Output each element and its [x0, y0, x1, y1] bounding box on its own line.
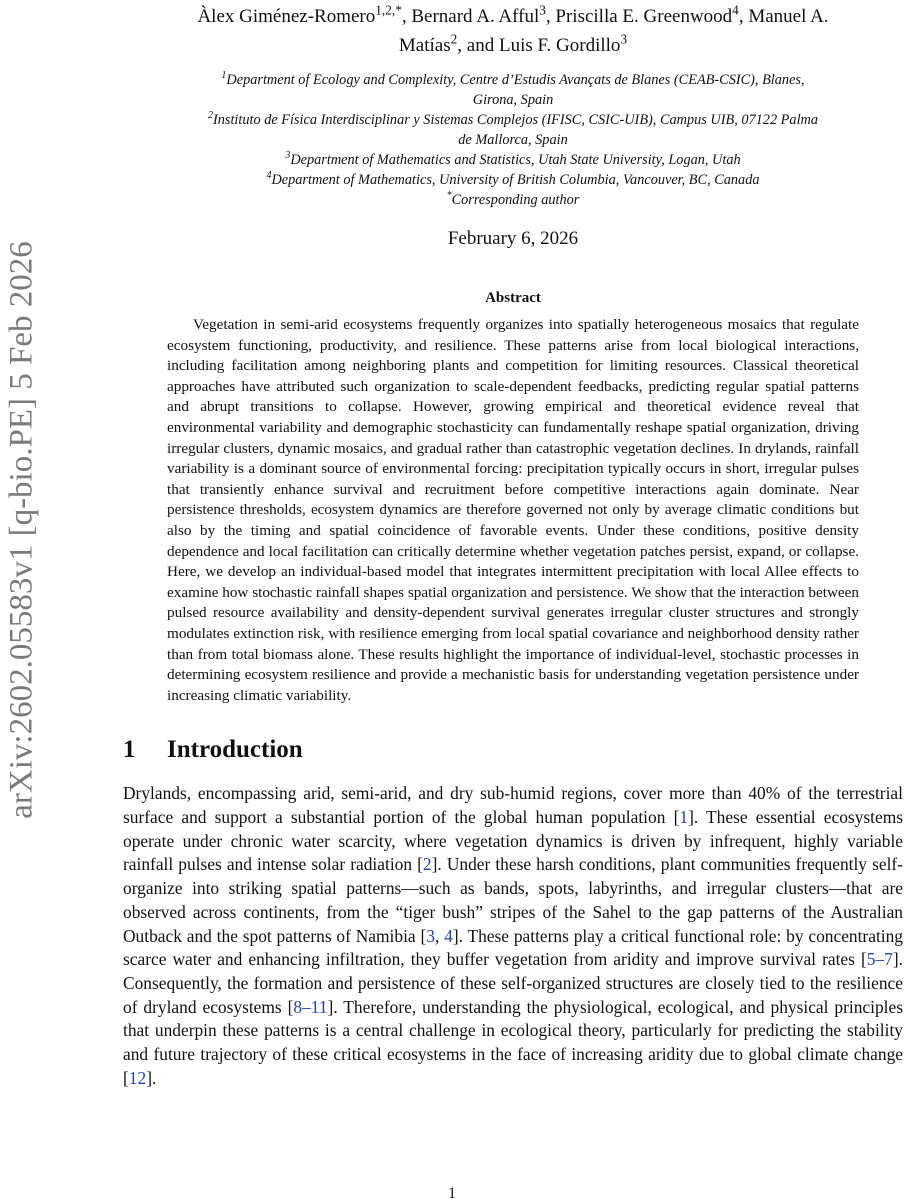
author-affil-mark: 4 [732, 2, 739, 18]
affiliation-3 [123, 150, 903, 170]
affiliation-4 [123, 170, 903, 190]
paper-page [123, 0, 903, 1108]
affiliation-text: Instituto de Física Interdisciplinar y Sistemas Complejos (IFISC, CSIC-UIB), Campus UIB, 07122 Palma [212, 112, 819, 128]
affiliation-mark: 2 [207, 110, 213, 122]
intro-text: ]. These essential ecosystems operate under chronic water scarcity, where vegetation dynamics is driven by infrequent, highly variable rainfall pulses and intense solar radiation [ [123, 806, 903, 875]
author-affil-mark: 3 [539, 2, 546, 18]
author-line-1 [123, 2, 903, 31]
affiliation-text: Department of Mathematics and Statistics, Utah State University, Logan, Utah [290, 152, 741, 168]
author-line-2 [123, 31, 903, 60]
citation-link[interactable]: 8–11 [293, 996, 328, 1017]
author-name: Matías [398, 35, 451, 56]
abstract-title: Abstract [485, 290, 541, 306]
author-affil-mark: 2 [450, 31, 458, 47]
citation-link[interactable]: 4 [444, 925, 453, 946]
affiliation-mark: 3 [285, 150, 291, 162]
affiliations [123, 70, 903, 210]
intro-text: Drylands, encompassing arid, semi-arid, and dry sub-humid regions, cover more than 40% of the terrestrial surface and support a substantial portion of the global human population [ [123, 783, 903, 827]
affiliation-1 [123, 70, 903, 110]
affiliation-text: Department of Mathematics, University of British Columbia, Vancouver, BC, Canada [271, 172, 760, 188]
intro-text: ]. [146, 1067, 157, 1088]
affiliation-text: de Mallorca, Spain [458, 132, 568, 148]
affiliation-mark: 1 [221, 70, 227, 82]
author-name: , Priscilla E. Greenwood [545, 6, 733, 27]
abstract-text: Vegetation in semi-arid ecosystems frequently organizes into spatially heterogeneous mosaics that regulate ecosystem functioning, productivity, and resilience. These patterns arise from local biological interactions, including facilitation among neighboring plants and competition for limiting resources. Classical theoretical approaches have attributed such organization to scale-dependent feedbacks, predicting regular spatial patterns and abrupt transitions to collapse. However, growing empirical and theoretical evidence reveal that environmental variability and demographic stochasticity can fundamentally reshape spatial organization, driving irregular clusters, dynamic mosaics, and gradual rather than catastrophic vegetation declines. In drylands, rainfall variability is a dominant source of environmental forcing: precipitation typically occurs in short, irregular pulses that transiently enhance survival and recruitment before competitive interactions again dominate. Near persistence thresholds, ecosystem dynamics are therefore governed not only by average climatic conditions but also by the timing and spatial coincidence of favorable events. Under these conditions, positive density dependence and local facilitation can critically determine whether vegetation patches persist, expand, or collapse. Here, we develop an individual-based model that integrates intermittent precipitation with local Allee effects to examine how stochastic rainfall shapes spatial organization and persistence. We show that the interaction between pulsed resource availability and density-dependent survival generates irregular cluster structures and strongly modulates extinction risk, with resilience emerging from local spatial covariance and neighborhood density rather than from total biomass alone. These results highlight the importance of individual-level, stochastic processes in determining ecosystem resilience and provide a mechanistic basis for understanding vegetation persistence under increasing climatic variability. [167, 316, 859, 704]
affiliation-text: Girona, Spain [472, 92, 554, 108]
author-name: Àlex Giménez-Romero [197, 6, 376, 27]
section-heading [123, 736, 903, 764]
introduction-paragraph [123, 782, 903, 1090]
author-name: , and Luis F. Gordillo [457, 35, 621, 56]
author-affil-mark: 3 [620, 31, 628, 47]
author-name: , Manuel A. [738, 6, 829, 27]
affiliation-corresponding [123, 190, 903, 210]
citation-link[interactable]: 3 [426, 925, 435, 946]
intro-text: ]. Under these harsh conditions, plant communities frequently self-organize into striking spatial patterns—such as bands, spots, labyrinths, and irregular clusters—that are observed across continents, from the “tiger bush” stripes of the Sahel to the gap patterns of the Australian Outback and the spot patterns of Namibia [ [123, 854, 903, 946]
intro-text: ]. Consequently, the formation and persistence of these self-organized structures are closely tied to the resilience of dryland ecosystems [ [123, 949, 903, 1017]
citation-link[interactable]: 12 [128, 1067, 147, 1088]
intro-text: , [434, 925, 445, 946]
citation-link[interactable]: 5–7 [866, 949, 893, 970]
affiliation-2 [123, 110, 903, 150]
affiliation-text: Department of Ecology and Complexity, Centre d’Estudis Avançats de Blanes (CEAB-CSIC), Blanes, [226, 72, 805, 88]
author-name: , Bernard A. Afful [401, 6, 540, 27]
citation-link[interactable]: 2 [422, 854, 432, 875]
citation-link[interactable]: 1 [679, 806, 689, 827]
intro-text: ]. These patterns play a critical functional role: by concentrating scarce water and enhancing infiltration, they buffer vegetation from aridity and improve survival rates [ [123, 925, 904, 970]
affiliation-mark: * [446, 190, 452, 202]
affiliation-text: Corresponding author [451, 192, 580, 208]
arxiv-identifier: arXiv:2602.05583v1 [q-bio.PE] 5 Feb 2026 [3, 241, 40, 819]
affiliation-mark: 4 [266, 170, 272, 182]
author-list [123, 2, 903, 60]
intro-text: ]. Therefore, understanding the physiological, ecological, and physical principles that underpin these patterns is a central challenge in ecological theory, particularly for predicting the stability and future trajectory of these critical ecosystems in the face of increasing aridity due to global climate change [ [123, 996, 903, 1088]
arxiv-sidebar-stamp [2, 200, 42, 860]
section-title: Introduction [167, 736, 303, 764]
author-affil-mark: 1,2,* [375, 2, 402, 18]
section-number: 1 [123, 736, 136, 764]
paper-date: February 6, 2026 [447, 228, 579, 249]
page-number: 1 [448, 1185, 456, 1202]
